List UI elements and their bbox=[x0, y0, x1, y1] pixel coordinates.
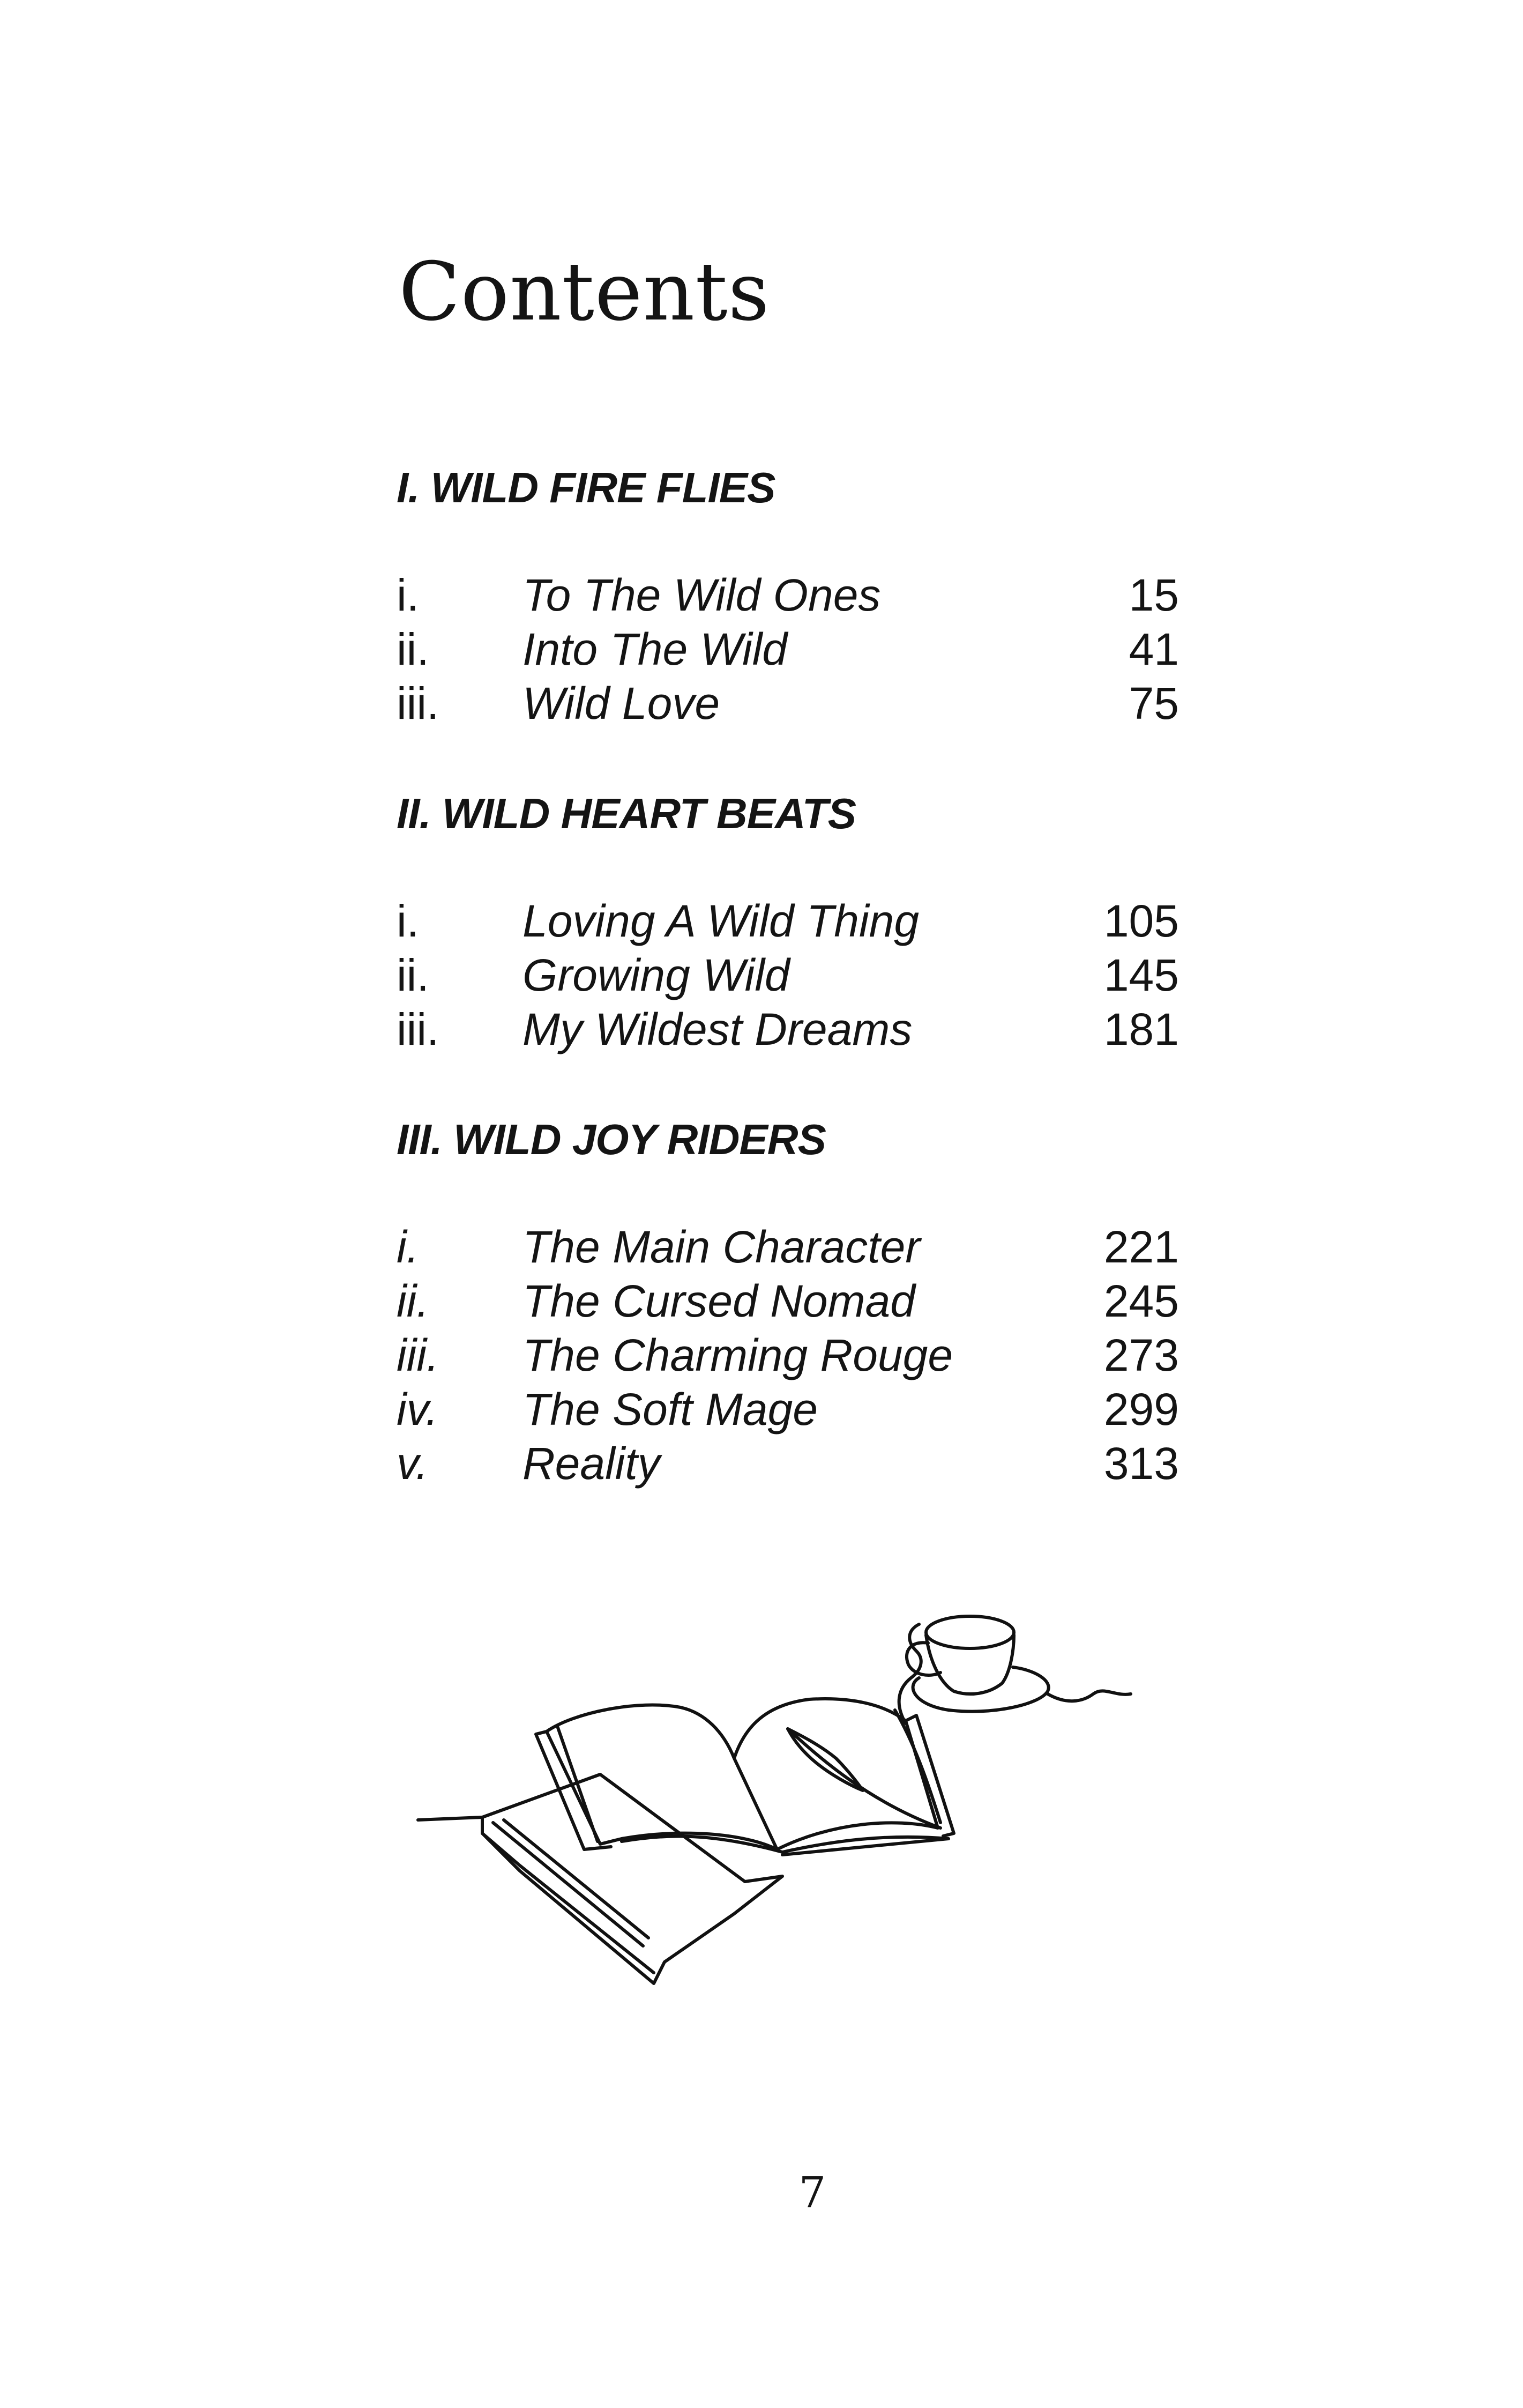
toc-entry bbox=[397, 568, 1179, 622]
entry-title: Wild Love bbox=[522, 678, 720, 729]
entry-title: My Wildest Dreams bbox=[522, 1004, 913, 1054]
cup-rim bbox=[926, 1616, 1014, 1648]
entry-page: 41 bbox=[1129, 624, 1179, 674]
entry-number: v. bbox=[397, 1438, 429, 1489]
toc-part-3 bbox=[397, 1113, 1179, 1491]
entry-number: ii. bbox=[397, 624, 429, 674]
quill-shaft bbox=[788, 1729, 940, 1828]
part-heading: II. WILD HEART BEATS bbox=[397, 790, 856, 837]
toc-entry bbox=[397, 622, 1179, 677]
entry-title: Growing Wild bbox=[522, 950, 790, 1000]
entry-title: Loving A Wild Thing bbox=[522, 896, 920, 946]
table-line bbox=[418, 1817, 482, 1820]
entry-page: 299 bbox=[1103, 1384, 1179, 1435]
entry-title: To The Wild Ones bbox=[522, 570, 881, 620]
toc-entries bbox=[397, 568, 1179, 731]
book-and-coffee-illustration bbox=[413, 1597, 1147, 2005]
toc-entry bbox=[397, 1220, 1179, 1274]
entry-title: The Cursed Nomad bbox=[522, 1276, 915, 1326]
toc-entry bbox=[397, 1328, 1179, 1383]
entry-number: iii. bbox=[397, 678, 439, 729]
saucer-tail-line bbox=[1048, 1691, 1131, 1701]
toc-entries bbox=[397, 894, 1179, 1057]
entry-number: ii. bbox=[397, 1276, 429, 1326]
entry-title: The Main Character bbox=[522, 1222, 921, 1272]
entry-page: 105 bbox=[1103, 896, 1179, 946]
toc-part-2 bbox=[397, 787, 1179, 1057]
toc-entry bbox=[397, 948, 1179, 1002]
entry-title: Reality bbox=[522, 1438, 660, 1489]
entry-page: 15 bbox=[1129, 570, 1179, 620]
entry-page: 273 bbox=[1103, 1330, 1179, 1380]
toc-entry bbox=[397, 1383, 1179, 1437]
entry-title: The Soft Mage bbox=[522, 1384, 818, 1435]
toc-entry bbox=[397, 677, 1179, 731]
closed-book bbox=[482, 1774, 782, 1983]
entry-page: 313 bbox=[1103, 1438, 1179, 1489]
entry-number: iii. bbox=[397, 1004, 439, 1054]
toc-entry bbox=[397, 894, 1179, 948]
part-heading: III. WILD JOY RIDERS bbox=[397, 1116, 826, 1163]
closed-book-spine bbox=[482, 1833, 654, 1973]
page-title: Contents bbox=[399, 246, 770, 339]
entry-number: i. bbox=[397, 896, 419, 946]
open-book-left-page bbox=[547, 1705, 777, 1849]
toc-part-1 bbox=[397, 461, 1179, 731]
toc-entry bbox=[397, 1437, 1179, 1491]
toc-entry bbox=[397, 1002, 1179, 1057]
part-heading: I. WILD FIRE FLIES bbox=[397, 464, 775, 511]
entry-title: Into The Wild bbox=[522, 624, 788, 674]
entry-title: The Charming Rouge bbox=[522, 1330, 953, 1380]
entry-page: 75 bbox=[1129, 678, 1179, 729]
entry-page: 245 bbox=[1103, 1276, 1179, 1326]
open-book-left-inner bbox=[557, 1726, 598, 1841]
entry-page: 181 bbox=[1103, 1004, 1179, 1054]
page-number: 7 bbox=[798, 2167, 826, 2217]
entry-number: ii. bbox=[397, 950, 429, 1000]
entry-page: 221 bbox=[1103, 1222, 1179, 1272]
entry-number: iii. bbox=[397, 1330, 439, 1380]
entry-page: 145 bbox=[1103, 950, 1179, 1000]
toc-entries bbox=[397, 1220, 1179, 1491]
entry-number: iv. bbox=[397, 1384, 438, 1435]
entry-number: i. bbox=[397, 570, 419, 620]
entry-number: i. bbox=[397, 1222, 419, 1272]
toc-entry bbox=[397, 1274, 1179, 1328]
